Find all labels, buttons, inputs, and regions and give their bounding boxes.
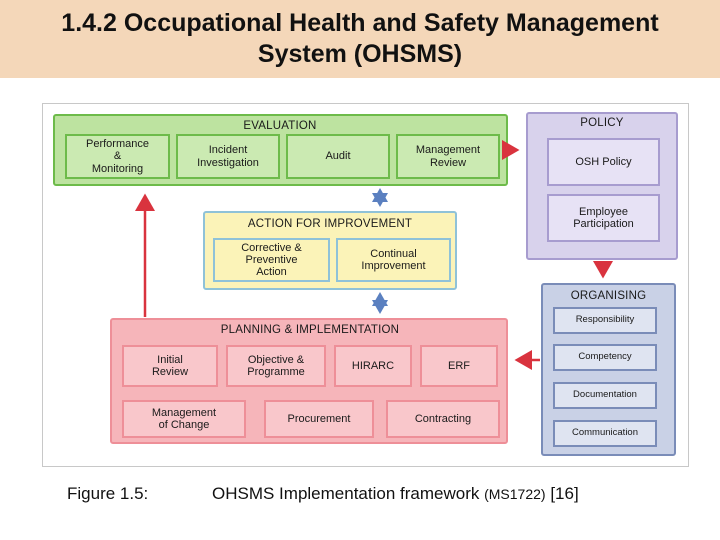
- planning-item-initial-review: Initial Review: [151, 353, 189, 378]
- action-item-corrective: Corrective & Preventive Action: [241, 241, 302, 279]
- action-heading: ACTION FOR IMPROVEMENT: [247, 217, 413, 230]
- policy-heading: POLICY: [580, 116, 624, 129]
- policy-item-employee-participation: Employee Participation: [573, 205, 634, 230]
- planning-item-management-of-change: Management of Change: [151, 406, 217, 431]
- slide-title-line-1: 1.4.2 Occupational Health and Safety Management: [61, 9, 659, 37]
- evaluation-item-performance: Performance & Monitoring: [86, 138, 149, 175]
- slide-title-line-2: System (OHSMS): [257, 40, 463, 68]
- organising-item-documentation: Documentation: [573, 389, 637, 401]
- figure-label: Figure 1.5:: [67, 484, 149, 503]
- evaluation-heading: EVALUATION: [243, 119, 317, 132]
- policy-item-osh-policy: OSH Policy: [575, 155, 632, 168]
- organising-item-communication: Communication: [572, 427, 638, 439]
- organising-heading: ORGANISING: [570, 289, 647, 302]
- figure-caption: [212, 484, 579, 504]
- figure-caption-standard: (MS1722): [484, 486, 546, 502]
- figure-caption-text: OHSMS Implementation framework: [212, 484, 480, 503]
- planning-item-objective: Objective & Programme: [247, 353, 305, 378]
- planning-item-erf: ERF: [448, 359, 470, 372]
- organising-item-responsibility: Responsibility: [575, 314, 635, 326]
- planning-item-contracting: Contracting: [414, 412, 472, 425]
- evaluation-item-incident: Incident Investigation: [197, 144, 259, 169]
- evaluation-item-management-review: Management Review: [415, 144, 481, 169]
- planning-item-procurement: Procurement: [287, 412, 351, 425]
- evaluation-item-audit: Audit: [325, 150, 351, 163]
- planning-heading: PLANNING & IMPLEMENTATION: [220, 323, 400, 336]
- figure-caption-ref: [16]: [550, 484, 579, 503]
- organising-item-competency: Competency: [578, 351, 632, 363]
- planning-item-hirarc: HIRARC: [351, 359, 395, 372]
- action-item-continual: Continual Improvement: [361, 247, 426, 272]
